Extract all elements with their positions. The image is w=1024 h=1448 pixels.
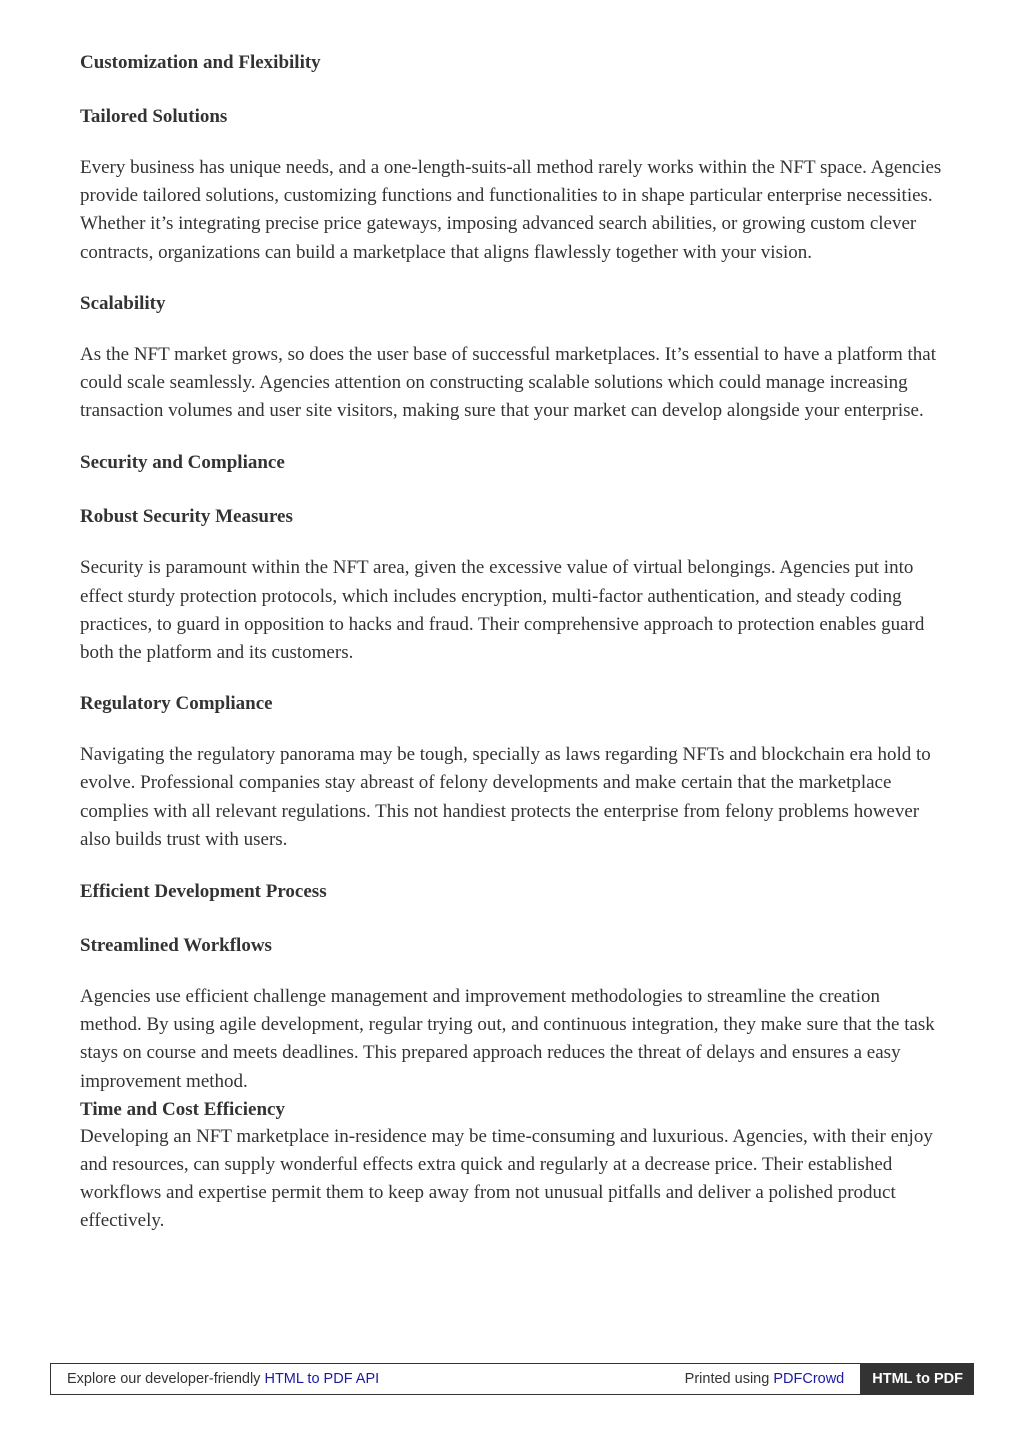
footer-explore-text: Explore our developer-friendly [67,1371,265,1387]
pdfcrowd-link[interactable]: PDFCrowd [773,1371,845,1387]
paragraph-streamlined-workflows: Agencies use efficient challenge management and improvement methodologies to streamline the creation method. By using agile development, regular trying out, and continuous integration, they make sure that the task stays on course and meets deadlines. This prepared approach reduces the threat of delays and ensures a easy improvement method. [80,986,935,1092]
heading-customization: Customization and Flexibility [80,52,321,73]
paragraph-time-cost: Developing an NFT marketplace in-residence may be time-consuming and luxurious. Agencies, with their enjoy and resources, can supply wonderful effects extra quick and regularly at a decrease price. Their established workflows and expertise permit them to keep away from not unusual pitfalls and deliver a polished product effectively. [80,1125,933,1232]
heading-robust-security: Robust Security Measures [80,506,293,528]
heading-security-compliance: Security and Compliance [80,452,285,474]
footer-explore [51,1371,685,1387]
paragraph-tailored-solutions: Every business has unique needs, and a one-length-suits-all method rarely works within the NFT space. Agencies provide tailored solutions, customizing functions and functionalities to in shape particular enterprise necessities. Whether it’s integrating precise price gateways, imposing advanced search abilities, or growing custom clever contracts, organizations can build a marketplace that aligns flawlessly together with your vision. [80,157,942,263]
html-to-pdf-api-link[interactable]: HTML to PDF API [264,1371,380,1387]
html-to-pdf-button[interactable]: HTML to PDF [860,1363,974,1395]
heading-tailored-solutions: Tailored Solutions [80,106,228,127]
heading-efficient-development: Efficient Development Process [80,881,327,903]
paragraph-scalability: As the NFT market grows, so does the user base of successful marketplaces. It’s essential to have a platform that could scale seamlessly. Agencies attention on constructing scalable solutions which could manage increasing transaction volumes and user site visitors, making sure that your market can develop alongside your enterprise. [80,343,937,422]
heading-regulatory-compliance: Regulatory Compliance [80,693,273,715]
footer-printed [685,1371,861,1387]
pdfcrowd-footer-bar [50,1363,974,1395]
footer-printed-text: Printed using [684,1371,774,1387]
heading-time-cost: Time and Cost Efficiency [80,1098,285,1120]
document-body [80,46,946,1236]
heading-scalability: Scalability [80,292,166,314]
paragraph-robust-security: Security is paramount within the NFT area, given the excessive value of virtual belongings. Agencies put into effect sturdy protection protocols, which includes encryption, multi-factor authentication, and steady coding practices, to guard in opposition to hacks and fraud. Their comprehensive approach to protection enables guard both the platform and its customers. [80,557,925,664]
paragraph-regulatory-compliance: Navigating the regulatory panorama may be tough, specially as laws regarding NFTs and blockchain era hold to evolve. Professional companies stay abreast of felony developments and make certain that the marketplace complies with all relevant regulations. This not handiest protects the enterprise from felony problems however also builds trust with users. [80,744,931,850]
heading-streamlined-workflows: Streamlined Workflows [80,935,272,957]
